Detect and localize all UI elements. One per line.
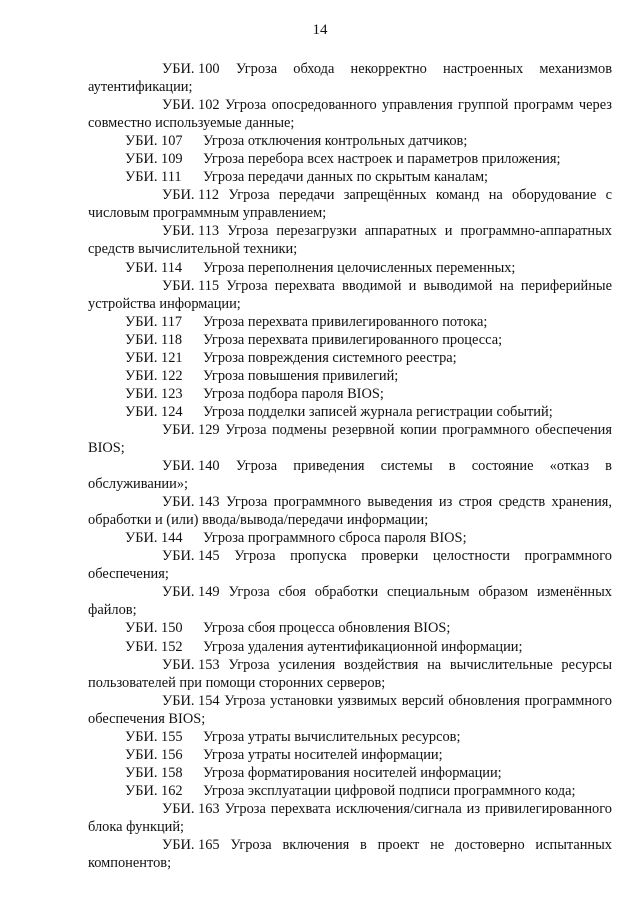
threat-code: УБИ. 115 [162, 277, 220, 294]
threat-entry [88, 493, 612, 529]
threat-code: УБИ. 114 [125, 259, 183, 276]
page-number: 14 [312, 22, 328, 38]
threat-entry [88, 277, 612, 313]
threat-entry [88, 764, 612, 782]
threat-text: Угроза опосредованного управления группой программ через совместно используемые данные; [88, 97, 612, 132]
threat-text: Угроза повреждения системного реестра; [203, 349, 457, 366]
threat-entry [88, 529, 612, 547]
threat-entry [88, 692, 612, 728]
threat-code: УБИ. 111 [125, 169, 182, 186]
threat-code: УБИ. 112 [162, 187, 220, 204]
threat-code: УБИ. 165 [162, 837, 220, 854]
threat-text: Угроза передачи данных по скрытым каналам; [203, 169, 489, 186]
threat-code: УБИ. 152 [125, 638, 183, 655]
threat-text: Угроза сбоя процесса обновления BIOS; [203, 620, 451, 637]
threat-code: УБИ. 143 [162, 494, 220, 511]
threat-entry [88, 583, 612, 619]
threat-entry [88, 782, 612, 800]
threat-entry [88, 385, 612, 403]
threat-text: Угроза сбоя обработки специальным образом изменённых файлов; [88, 584, 612, 619]
threat-text: Угроза форматирования носителей информации; [203, 764, 502, 781]
threat-entry [88, 638, 612, 656]
threat-text: Угроза перехвата исключения/сигнала из привилегированного блока функций; [88, 800, 612, 835]
threat-entry [88, 331, 612, 349]
threat-text: Угроза повышения привилегий; [203, 367, 399, 384]
threat-code: УБИ. 109 [125, 151, 183, 168]
threat-entry [88, 656, 612, 692]
threat-entry [88, 367, 612, 385]
threat-text: Угроза утраты носителей информации; [203, 746, 443, 763]
threat-entry [88, 150, 612, 168]
threat-entry [88, 421, 612, 457]
threat-code: УБИ. 162 [125, 782, 183, 799]
threat-text: Угроза утраты вычислительных ресурсов; [203, 728, 461, 745]
threat-code: УБИ. 129 [162, 421, 220, 438]
threat-entry [88, 168, 612, 186]
threat-entry [88, 746, 612, 764]
threat-entry [88, 457, 612, 493]
threat-code: УБИ. 158 [125, 764, 183, 781]
threat-text: Угроза подмены резервной копии программного обеспечения BIOS; [88, 421, 612, 456]
threat-text: Угроза установки уязвимых версий обновления программного обеспечения BIOS; [88, 692, 612, 727]
threat-code: УБИ. 153 [162, 656, 220, 673]
threat-entry [88, 619, 612, 637]
threat-code: УБИ. 124 [125, 403, 183, 420]
threat-entry [88, 836, 612, 872]
threat-code: УБИ. 122 [125, 367, 183, 384]
threat-text: Угроза включения в проект не достоверно испытанных компонентов; [88, 837, 612, 872]
threat-code: УБИ. 144 [125, 530, 183, 547]
threat-code: УБИ. 107 [125, 133, 183, 150]
threat-text: Угроза пропуска проверки целостности программного обеспечения; [88, 548, 612, 583]
threat-entry [88, 132, 612, 150]
threat-code: УБИ. 155 [125, 728, 183, 745]
threat-text: Угроза передачи запрещённых команд на оборудование с числовым программным управлением; [88, 187, 612, 222]
threat-entry [88, 222, 612, 258]
threat-code: УБИ. 156 [125, 746, 183, 763]
threat-entry [88, 259, 612, 277]
threat-code: УБИ. 118 [125, 331, 183, 348]
threat-code: УБИ. 121 [125, 349, 183, 366]
threat-code: УБИ. 163 [162, 800, 220, 817]
threat-text: Угроза эксплуатации цифровой подписи программного кода; [203, 782, 576, 799]
threat-code: УБИ. 149 [162, 584, 220, 601]
threat-text: Угроза усиления воздействия на вычислительные ресурсы пользователей при помощи сторонних серверов; [88, 656, 612, 691]
threat-code: УБИ. 117 [125, 313, 183, 330]
threat-code: УБИ. 100 [162, 61, 220, 77]
threat-text: Угроза перехвата привилегированного потока; [203, 313, 488, 330]
threat-text: Угроза перебора всех настроек и параметров приложения; [203, 151, 561, 168]
threat-entry [88, 60, 612, 96]
threat-entry [88, 800, 612, 836]
threat-text: Угроза переполнения целочисленных переменных; [203, 259, 516, 276]
threat-text: Угроза подделки записей журнала регистрации событий; [203, 403, 553, 420]
threat-entry [88, 349, 612, 367]
threat-text: Угроза приведения системы в состояние «отказ в обслуживании»; [88, 458, 612, 493]
threat-code: УБИ. 140 [162, 458, 220, 475]
threat-code: УБИ. 154 [162, 692, 220, 709]
threat-code: УБИ. 150 [125, 620, 183, 637]
threat-entry [88, 96, 612, 132]
threat-text: Угроза программного сброса пароля BIOS; [203, 530, 467, 547]
threat-text: Угроза обхода некорректно настроенных механизмов аутентификации; [88, 61, 612, 96]
threat-text: Угроза удаления аутентификационной информации; [203, 638, 523, 655]
threat-text: Угроза программного выведения из строя средств хранения, обработки и (или) ввода/вывода/передачи информации; [88, 494, 612, 529]
threat-entry [88, 403, 612, 421]
threat-code: УБИ. 113 [162, 223, 220, 240]
threat-text: Угроза перезагрузки аппаратных и программно-аппаратных средств вычислительной техники; [88, 223, 612, 258]
threat-entry [88, 186, 612, 222]
threat-entry [88, 547, 612, 583]
threat-code: УБИ. 123 [125, 385, 183, 402]
threat-text: Угроза отключения контрольных датчиков; [203, 133, 468, 150]
threat-code: УБИ. 102 [162, 97, 220, 114]
threat-text: Угроза перехвата привилегированного процесса; [203, 331, 503, 348]
threat-text: Угроза перехвата вводимой и выводимой на периферийные устройства информации; [88, 277, 612, 312]
threat-text: Угроза подбора пароля BIOS; [203, 385, 384, 402]
threat-code: УБИ. 145 [162, 548, 220, 565]
threat-entry [88, 313, 612, 331]
threat-list [88, 60, 612, 872]
threat-entry [88, 728, 612, 746]
